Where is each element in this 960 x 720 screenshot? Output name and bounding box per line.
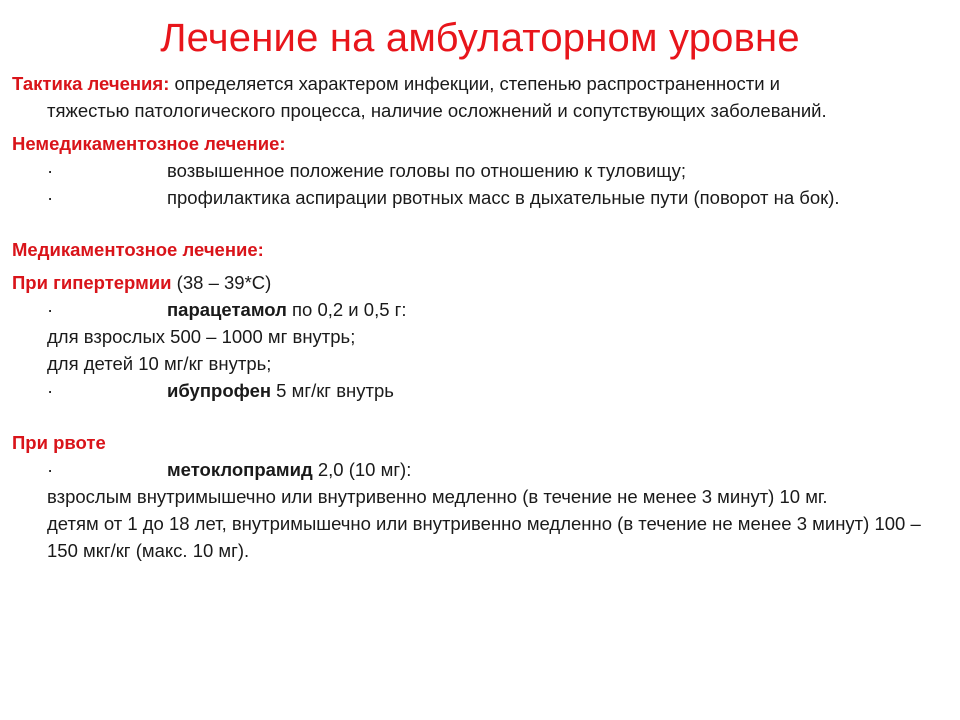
paracetamol-adults: для взрослых 500 – 1000 мг внутрь; (47, 326, 356, 347)
ibuprofen-name: ибупрофен (167, 380, 272, 401)
bullet-dot: · (47, 459, 54, 480)
paracetamol-children: для детей 10 мг/кг внутрь; (47, 353, 272, 374)
non-drug-heading: Немедикаментозное лечение: (12, 133, 286, 154)
tactics-paragraph (12, 70, 948, 124)
bullet-dot: · (47, 160, 54, 181)
metoclopramide-adults: взрослым внутримышечно или внутривенно медленно (в течение не менее 3 минут) 10 мг. (47, 486, 828, 507)
hyperthermia-heading (12, 269, 948, 296)
metoclopramide-name: метоклопрамид (167, 459, 313, 480)
ibuprofen-item (47, 377, 948, 404)
non-drug-item-text: возвышенное положение головы по отношению к туловищу; (167, 160, 687, 181)
drug-heading: Медикаментозное лечение: (12, 239, 264, 260)
hyperthermia-range: (38 – 39*С) (171, 272, 272, 293)
metoclopramide-dose: 2,0 (10 мг): (312, 459, 412, 480)
bullet-dot: · (47, 380, 54, 401)
bullet-dot: · (47, 187, 54, 208)
paracetamol-item (47, 296, 948, 323)
slide-content (12, 70, 948, 564)
metoclopramide-children: детям от 1 до 18 лет, внутримышечно или внутривенно медленно (в течение не менее 3 минут) 100 – 150 мкг/кг (макс. 10 мг). (47, 513, 921, 561)
paracetamol-name: парацетамол (167, 299, 287, 320)
non-drug-item (47, 184, 948, 211)
non-drug-item (47, 157, 948, 184)
metoclopramide-item (47, 456, 948, 483)
slide-title: Лечение на амбулаторном уровне (160, 16, 800, 60)
hyperthermia-label: При гипертермии (12, 272, 172, 293)
paracetamol-dose: по 0,2 и 0,5 г: (286, 299, 407, 320)
tactics-label: Тактика лечения: (12, 73, 170, 94)
ibuprofen-dose: 5 мг/кг внутрь (271, 380, 394, 401)
tactics-text-rest: тяжестью патологического процесса, наличие осложнений и сопутствующих заболеваний. (47, 100, 827, 121)
non-drug-item-text: профилактика аспирации рвотных масс в дыхательные пути (поворот на бок). (167, 187, 840, 208)
tactics-text-line1: определяется характером инфекции, степенью распространенности и (169, 73, 780, 94)
vomiting-heading: При рвоте (12, 432, 106, 453)
bullet-dot: · (47, 299, 54, 320)
